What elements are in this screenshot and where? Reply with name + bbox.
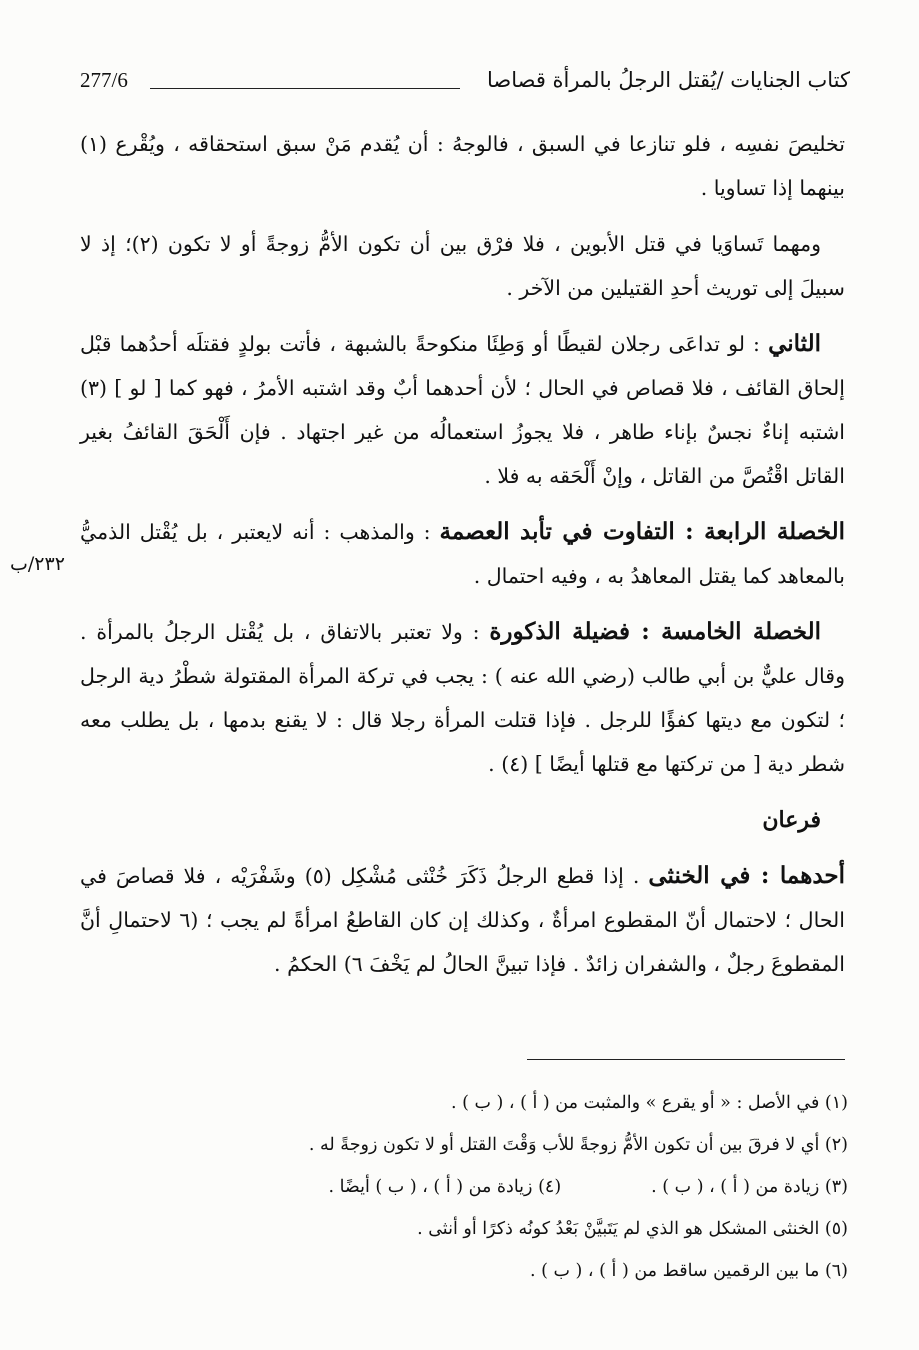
paragraph-4-text: : والمذهب : أنه لايعتبر ، بل يُقْتل الذميُّ بالمعاهد كما يقتل المعاهدُ به ، وفيه احتمال .	[80, 520, 845, 588]
running-header	[80, 62, 850, 102]
paragraph-5	[80, 610, 845, 786]
paragraph-6-text: . إذا قطع الرجلُ ذَكَرَ خُنْثى مُشْكِل (٥) وشَفْرَيْه ، فلا قصاصَ في الحال ؛ لاحتمال أنّ المقطوع امرأةٌ ، وكذلك إن كان القاطعُ امرأةً لم يجب ؛ (٦ لاحتمالِ أنَّ المقطوعَ رجلٌ ، والشفران زائدٌ . فإذا تبينَّ الحالُ لم يَخْفَ ٦) الحكمُ .	[80, 864, 845, 976]
paragraph-2-text: ومهما تَساوَيا في قتل الأبوين ، فلا فرْق بين أن تكون الأمُّ زوجةً أو لا تكون (٢)؛ إذ لا سبيلَ إلى توريث أحدِ القتيلين من الآخر .	[80, 232, 845, 300]
footnote-1: (١) في الأصل : « أو يقرع » والمثبت من ( أ ) ، ( ب ) .	[450, 1093, 848, 1113]
footnote-3: (٣) زيادة من ( أ ) ، ( ب ) .	[651, 1177, 848, 1197]
header-title: كتاب الجنايات /يُقتل الرجلُ بالمرأة قصاصا	[487, 68, 850, 92]
footnotes	[80, 1082, 848, 1292]
footnote-5: (٥) الخنثى المشكل هو الذي لم يَتَبيَّنْ بَعْدُ كونُه ذكرًا أو أنثى .	[417, 1219, 848, 1239]
paragraph-4	[80, 510, 845, 598]
paragraph-3-text: : لو تداعَى رجلان لقيطًا أو وَطِئَا منكوحةً بالشبهة ، فأتت بولدٍ فقتلَه أحدُهما قبْل إلحاق القائف ، فلا قصاص في الحال ؛ لأن أحدهما أبٌ وقد اشتبه الأمرُ ، فهو كما [ لو ] (٣) اشتبه إناءٌ نجسٌ بإناء طاهر ، فلا يجوزُ استعمالُه من غير اجتهاد . فإن أَلْحَقَ القائفُ بغير القاتل اقْتُصَّ من القاتل ، وإنْ أَلْحَقه به فلا .	[80, 332, 845, 488]
margin-folio-note: ٢٣٢/ب	[10, 553, 65, 575]
paragraph-6-lead: أحدهما : في الخنثى	[648, 862, 845, 889]
paragraph-1-text: تخليصَ نفسِه ، فلو تنازعا في السبق ، فالوجهُ : أن يُقدم مَنْ سبق استحقاقه ، ويُقْرع (١) بينهما إذا تساويا .	[80, 132, 845, 200]
paragraph-3	[80, 322, 845, 498]
paragraph-1	[80, 122, 845, 210]
paragraph-5-text: : ولا تعتبر بالاتفاق ، بل يُقْتل الرجلُ بالمرأة . وقال عليٌّ بن أبي طالب (رضي الله عنه ) : يجب في تركة المرأة المقتولة شطْرُ دية الرجل ؛ لتكون مع ديتها كفؤًا للرجل . فإذا قتلت المرأة رجلا قال : لا يقنع بدمها ، بل يطلب معه شطر دية [ من تركتها مع قتلها أيضًا ] (٤) .	[80, 620, 845, 776]
main-text	[80, 122, 845, 998]
paragraph-5-lead: الخصلة الخامسة : فضيلة الذكورة	[489, 618, 821, 645]
footnote-rule	[527, 1059, 845, 1060]
paragraph-3-lead: الثاني	[768, 330, 821, 357]
section-heading: فرعان	[762, 807, 821, 833]
footnote-2: (٢) أي لا فرقَ بين أن تكون الأمُّ زوجةً للأب وَقْتَ القتل أو لا تكون زوجةً له .	[308, 1135, 848, 1155]
header-rule	[150, 88, 460, 89]
footnote-row-3-4	[80, 1166, 848, 1208]
paragraph-4-lead: الخصلة الرابعة : التفاوت في تأبد العصمة	[439, 518, 845, 545]
paragraph-2	[80, 222, 845, 310]
footnote-6: (٦) ما بين الرقمين ساقط من ( أ ) ، ( ب ) .	[529, 1261, 848, 1281]
paragraph-6	[80, 854, 845, 986]
footnote-4: (٤) زيادة من ( أ ) ، ( ب ) أيضًا .	[328, 1177, 562, 1197]
page-number: 277/6	[80, 68, 128, 92]
